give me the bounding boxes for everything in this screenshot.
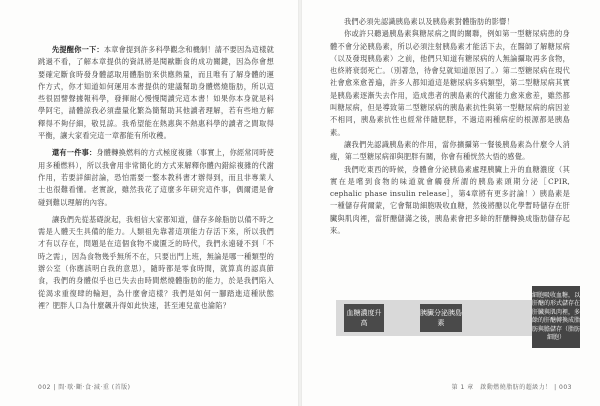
eating-tail: ，第4章將有更多討論！）胰島素是一種儲存荷爾蒙，它會幫助細胞吸收血糖，然後將醣以化學暫時儲存在肝臟與肌肉裡，當肝醣儲滿之後，胰島素會把多餘的肝醣轉換成脂肪儲存起來。 [330,189,571,236]
step-blood-sugar-rise: 血糖濃度升高 [344,304,384,332]
footer-left-note: (首版) [111,384,131,391]
paragraph-insulin-intro: 我們必須先認識胰島素以及胰島素對體脂肪的影響！ [344,17,514,26]
right-page-body [330,16,570,237]
paragraph-diabetes: 你或許只聽過胰島素與糖尿病之間的關聯，例如第一型糖尿病患的身體不會分泌胰島素，所以必須注射胰島素才能活下去，在醫師了解糖尿病（以及發現胰島素）之前，他們只知道有糖尿病的人無論攝取再多食物，也終將衰弱死亡。（別著急，待會兒就知道原因了。）第二型糖尿病在現代社會愈來愈普遍，許多人都知道這是糖尿病多病類型，第二型糖尿病其實是胰島素逐漸失去作用，造成患者的胰島素的代謝能力愈來愈差，雖然都叫糖尿病，但是導致第二型糖尿病的胰島素抗性與第一型糖尿病的病因並不相同，胰島素抗性也經常伴隨肥胖，不過這兩種病症的根源都是胰島素。 [330,29,570,137]
cpir-term: CPIR, cephalic phase insulin release [330,176,570,199]
reminder-lead: 先提醒你一下： [52,45,104,54]
eating-text: 我們吃東西的時候，身體會分泌胰島素處理胰臟上升的血糖濃度（其實在是嚐到食物的味道就會觸發所謂的胰島素頭期分泌 [330,164,570,186]
step-cells-absorb: 細胞吸收血糖，以肝醣的形式儲存在肝臟與肌肉裡，多餘的肝醣轉換成脂肪與膽儲存（脂肪細胞） [532,286,580,348]
footer-left [38,382,130,391]
paragraph-eating: 我們吃東西的時候，身體會分泌胰島素處理胰臟上升的血糖濃度（其實在是嚐到食物的味道就會觸發所謂的胰島素頭期分泌［CPIR, cephalic phase insulin release］，第4章將有更多討論！）胰島素是一種儲存荷爾蒙，它會幫助細胞吸收血糖，然後將醣以化學暫時儲存在肝臟與肌肉裡，當肝醣儲滿之後，胰島素會把多餘的肝醣轉換成脂肪儲存起來。 [330,164,571,236]
footer-right: 第 1 章 啟動燃燒脂肪的超級力！ | 003 [451,384,572,391]
left-page [0,0,298,406]
paragraph-insulin-role: 讓我們先認識胰島素的作用，當你擴攝第一餐後胰島素為什麼令人消瘦，第二型糖尿病卻與肥胖有關，你會有種恍然大悟的感覺。 [330,139,570,162]
paragraph-reminder [38,44,274,142]
another-thing-lead: 還有一件事： [52,148,97,158]
paragraph-basics: 讓我們先從基礎說起，我相信大家都知道，儲存多餘脂肪以備不時之需是人體天生具備的能力。人類祖先靠著這項能力存活下來，所以我們才有以存在，問題是在這個食物不虞匱乏的時代，我們永遠碰不到「不時之需」，因為食物幾乎無所不在，只要出門上班，無論是哪一種類型的辦公室（你應該明白我的意思），隨時都是零食時間，就算真的認真節食，我們的身體似乎也已失去由時間燃燒體脂肪的能力，於是我們陷入從渴求重復肆的輪迴，為什麼會這樣？我們是如何一腳踏進這種狀態裡？肥胖人口為什麼飆升得如此快速，甚至連兒童也淪陷？ [38,214,274,310]
another-thing-text: 身體轉換燃料的方式極度複雜（事實上，你經常同時使用多種燃料），所以我會用非常簡化的方式來解釋你體內錯綜複雜的代謝作用，若要詳細討論，恐怕需要一整本教科書才辦得到，而且非專業人士也很難看懂。老實說，雖然我花了這麼多年研究這件事，偶爾還是會碰到難以理解的內容。 [38,148,274,207]
left-page-body [38,44,274,312]
paragraph-another-thing [38,147,274,208]
reminder-text: 本章會提到許多科學觀念和機制！請不要因為這樣就跳過不看，了解本章提供的資訊將是閱歐斷食的成功關鍵，因為你會想要確定斷食時發身體認取用體脂肪來供應熱量，而且唯有了解身體的運作方式，你才知道如何運用本書提供的建議幫助身體燃燒脂肪，所以這些很固譬聲據報科學，發揮耐心慢慢閱讀完這本書！如果你本身就是科學阿宅，請體諒我必須盡量化繁為簡幫助其他讀者理解，若有些地方解釋得不夠仔細，敬見諒。我希望能在熱惠與不熱惠科學的讀者之間取得平衡，讓大家看完這一章都能有所收穫。 [38,45,275,141]
step-pancreas-secretes: 胰臟分泌胰島素 [420,304,462,332]
footer-left-text: 002 | 間·歇·斷·食·減·重 [38,384,110,391]
insulin-flow-diagram [336,286,581,348]
